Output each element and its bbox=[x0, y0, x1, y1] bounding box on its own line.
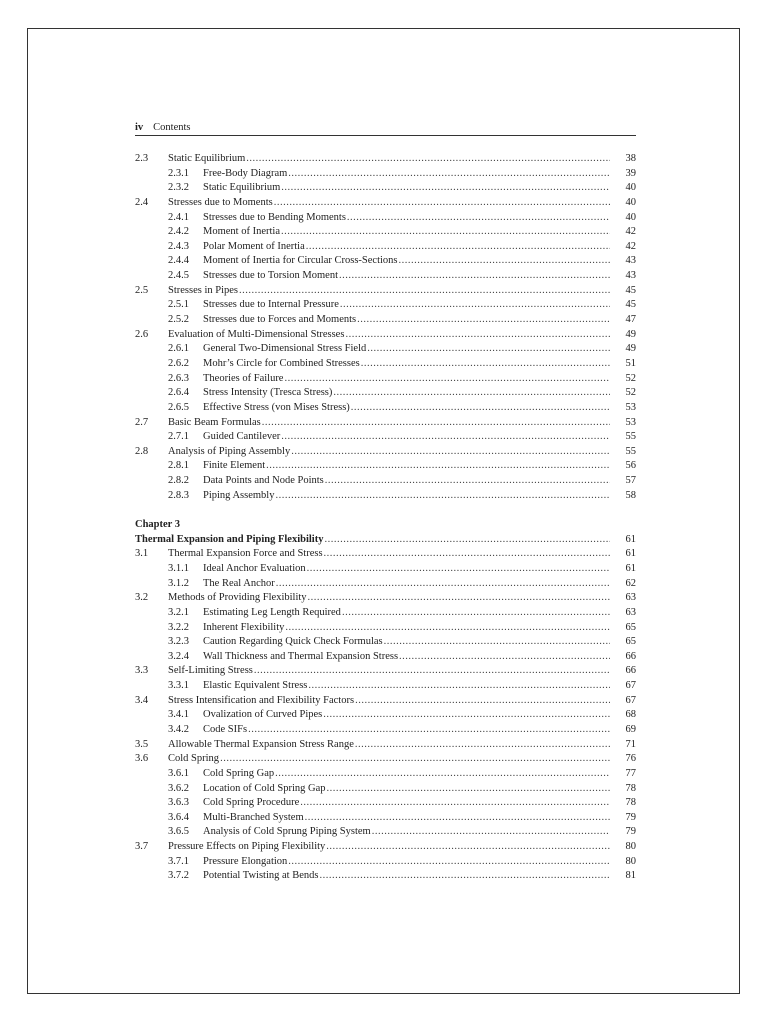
leader-dots bbox=[347, 211, 610, 226]
toc-entry-page: 61 bbox=[625, 533, 636, 545]
chapter-label: Chapter 3 bbox=[135, 519, 181, 531]
spacer bbox=[135, 503, 636, 518]
toc-subsection-entry[interactable] bbox=[135, 767, 636, 782]
toc-entry-title: Analysis of Cold Sprung Piping System bbox=[203, 826, 371, 838]
toc-subsection-entry[interactable] bbox=[135, 211, 636, 226]
leader-dots bbox=[262, 416, 610, 431]
leader-dots bbox=[276, 577, 610, 592]
leader-dots bbox=[323, 708, 610, 723]
toc-entry-number: 3.6.3 bbox=[168, 797, 189, 809]
leader-dots bbox=[291, 445, 610, 460]
toc-subsection-entry[interactable] bbox=[135, 782, 636, 797]
leader-dots bbox=[254, 664, 610, 679]
toc-section-entry[interactable] bbox=[135, 738, 636, 753]
toc-entry-page: 51 bbox=[625, 357, 636, 369]
toc-entry-title: Elastic Equivalent Stress bbox=[203, 680, 308, 692]
toc-entry-number: 2.6.4 bbox=[168, 387, 189, 399]
leader-dots bbox=[305, 811, 610, 826]
toc-entry-number: 3.1 bbox=[135, 548, 149, 560]
leader-dots bbox=[281, 430, 610, 445]
toc-entry-number: 3.6.2 bbox=[168, 782, 189, 794]
toc-entry-number: 3.7 bbox=[135, 841, 149, 853]
leader-dots bbox=[308, 591, 610, 606]
toc-entry-page: 45 bbox=[625, 284, 636, 296]
toc-entry-title: Piping Assembly bbox=[203, 489, 275, 501]
toc-section-chapter2 bbox=[135, 152, 636, 503]
toc-entry-page: 45 bbox=[625, 299, 636, 311]
toc-entry-number: 3.5 bbox=[135, 738, 149, 750]
toc-section-entry[interactable] bbox=[135, 664, 636, 679]
page-number: iv bbox=[135, 122, 144, 133]
toc-entry-number: 3.4.2 bbox=[168, 723, 189, 735]
toc-entry-title: Ideal Anchor Evaluation bbox=[203, 562, 306, 574]
toc-entry-number: 3.6 bbox=[135, 753, 149, 765]
toc-entry-title: Thermal Expansion Force and Stress bbox=[168, 548, 323, 560]
toc-subsection-entry[interactable] bbox=[135, 474, 636, 489]
toc-entry-title: Effective Stress (von Mises Stress) bbox=[203, 401, 350, 413]
toc-entry-page: 49 bbox=[625, 328, 636, 340]
toc-entry-page: 53 bbox=[625, 416, 636, 428]
leader-dots bbox=[308, 679, 610, 694]
leader-dots bbox=[367, 342, 610, 357]
toc-entry-title: Location of Cold Spring Gap bbox=[203, 782, 326, 794]
toc-entry-page: 42 bbox=[625, 226, 636, 238]
toc-entry-number: 3.2.1 bbox=[168, 606, 189, 618]
toc-entry-number: 2.4.2 bbox=[168, 226, 189, 238]
toc-entry-number: 3.6.4 bbox=[168, 811, 189, 823]
toc-entry-page: 43 bbox=[625, 255, 636, 267]
toc-section-entry[interactable] bbox=[135, 840, 636, 855]
running-title: Contents bbox=[153, 122, 191, 133]
toc-entry-title: Cold Spring Procedure bbox=[203, 797, 300, 809]
toc-entry-title: Guided Cantilever bbox=[203, 431, 281, 443]
toc-entry-number: 2.5.2 bbox=[168, 314, 189, 326]
toc-entry-title: Mohr’s Circle for Combined Stresses bbox=[203, 357, 360, 369]
toc-entry-title: Thermal Expansion and Piping Flexibility bbox=[135, 533, 324, 545]
leader-dots bbox=[355, 738, 610, 753]
toc-entry-title: The Real Anchor bbox=[203, 577, 275, 589]
toc-entry-number: 3.7.1 bbox=[168, 855, 189, 867]
toc-entry-page: 58 bbox=[625, 489, 636, 501]
toc-entry-page: 65 bbox=[625, 636, 636, 648]
toc-entry-number: 3.2.4 bbox=[168, 650, 189, 662]
leader-dots bbox=[220, 752, 610, 767]
toc-subsection-entry[interactable] bbox=[135, 167, 636, 182]
toc-entry-page: 57 bbox=[625, 475, 636, 487]
toc-entry-number: 2.4.4 bbox=[168, 255, 189, 267]
toc-entry-title: Polar Moment of Inertia bbox=[203, 240, 305, 252]
toc-entry-number: 2.3.1 bbox=[168, 167, 189, 179]
toc-subsection-entry[interactable] bbox=[135, 342, 636, 357]
toc-entry-page: 76 bbox=[625, 753, 636, 765]
toc-entry-number: 3.6.5 bbox=[168, 826, 189, 838]
toc-entry-title: Potential Twisting at Bends bbox=[203, 870, 319, 882]
toc-entry-number: 3.7.2 bbox=[168, 870, 189, 882]
toc-entry-page: 80 bbox=[625, 855, 636, 867]
toc-subsection-entry[interactable] bbox=[135, 269, 636, 284]
running-header bbox=[135, 121, 636, 136]
toc-entry-page: 53 bbox=[625, 401, 636, 413]
toc-entry-page: 52 bbox=[625, 387, 636, 399]
toc-entry-page: 55 bbox=[625, 431, 636, 443]
toc-subsection-entry[interactable] bbox=[135, 621, 636, 636]
toc-chapter-entry[interactable] bbox=[135, 533, 636, 548]
toc-subsection-entry[interactable] bbox=[135, 577, 636, 592]
toc-entry-number: 2.3 bbox=[135, 153, 149, 164]
leader-dots bbox=[325, 474, 610, 489]
toc-entry-page: 66 bbox=[625, 665, 636, 677]
leader-dots bbox=[324, 547, 610, 562]
toc-entry-number: 2.6.5 bbox=[168, 401, 189, 413]
toc-subsection-entry[interactable] bbox=[135, 855, 636, 870]
leader-dots bbox=[319, 869, 610, 884]
leader-dots bbox=[248, 723, 610, 738]
toc-entry-title: Stress Intensification and Flexibility Factors bbox=[168, 694, 355, 706]
toc-entry-number: 3.1.2 bbox=[168, 577, 189, 589]
toc-entry-page: 38 bbox=[625, 153, 636, 164]
toc-section-entry[interactable] bbox=[135, 152, 636, 167]
toc-entry-page: 47 bbox=[625, 314, 636, 326]
toc-entry-number: 2.7 bbox=[135, 416, 149, 428]
toc-subsection-entry[interactable] bbox=[135, 254, 636, 269]
leader-dots bbox=[372, 825, 610, 840]
toc-section-entry[interactable] bbox=[135, 196, 636, 211]
toc-entry-page: 79 bbox=[625, 826, 636, 838]
toc-entry-number: 3.2.3 bbox=[168, 636, 189, 648]
leader-dots bbox=[339, 269, 610, 284]
toc-entry-number: 3.1.1 bbox=[168, 562, 189, 574]
toc-entry-page: 63 bbox=[625, 592, 636, 604]
table-of-contents bbox=[135, 152, 636, 884]
leader-dots bbox=[274, 196, 610, 211]
toc-entry-page: 68 bbox=[625, 709, 636, 721]
toc-subsection-entry[interactable] bbox=[135, 313, 636, 328]
toc-section-chapter3 bbox=[135, 547, 636, 884]
toc-entry-number: 3.2.2 bbox=[168, 621, 189, 633]
toc-section-entry[interactable] bbox=[135, 416, 636, 431]
toc-entry-page: 56 bbox=[625, 460, 636, 472]
toc-entry-title: Stresses due to Internal Pressure bbox=[203, 299, 339, 311]
toc-subsection-entry[interactable] bbox=[135, 811, 636, 826]
toc-subsection-entry[interactable] bbox=[135, 489, 636, 504]
leader-dots bbox=[326, 840, 610, 855]
toc-entry-page: 61 bbox=[625, 548, 636, 560]
toc-section-entry[interactable] bbox=[135, 328, 636, 343]
toc-entry-title: Estimating Leg Length Required bbox=[203, 606, 341, 618]
toc-entry-number: 2.6.1 bbox=[168, 343, 189, 355]
toc-entry-title: Stresses due to Bending Moments bbox=[203, 211, 346, 223]
toc-entry-page: 67 bbox=[625, 680, 636, 692]
toc-entry-number: 2.4.3 bbox=[168, 240, 189, 252]
leader-dots bbox=[246, 152, 610, 167]
toc-entry-title: Stresses due to Forces and Moments bbox=[203, 314, 357, 326]
toc-subsection-entry[interactable] bbox=[135, 708, 636, 723]
toc-entry-number: 3.4.1 bbox=[168, 709, 189, 721]
toc-entry-number: 2.8.3 bbox=[168, 489, 189, 501]
toc-entry-number: 3.4 bbox=[135, 694, 149, 706]
leader-dots bbox=[357, 313, 610, 328]
leader-dots bbox=[281, 225, 610, 240]
toc-entry-page: 61 bbox=[625, 562, 636, 574]
leader-dots bbox=[361, 357, 610, 372]
toc-section-entry[interactable] bbox=[135, 591, 636, 606]
toc-entry-title: Stresses due to Moments bbox=[168, 196, 273, 208]
toc-subsection-entry[interactable] bbox=[135, 679, 636, 694]
toc-subsection-entry[interactable] bbox=[135, 562, 636, 577]
toc-entry-page: 81 bbox=[625, 870, 636, 882]
toc-subsection-entry[interactable] bbox=[135, 869, 636, 884]
toc-entry-title: Finite Element bbox=[203, 460, 266, 472]
toc-entry-title: Ovalization of Curved Pipes bbox=[203, 709, 323, 721]
toc-entry-title: Basic Beam Formulas bbox=[168, 416, 261, 428]
toc-entry-page: 49 bbox=[625, 343, 636, 355]
toc-entry-number: 3.3.1 bbox=[168, 680, 189, 692]
leader-dots bbox=[288, 855, 610, 870]
toc-entry-page: 71 bbox=[625, 738, 636, 750]
leader-dots bbox=[306, 240, 610, 255]
leader-dots bbox=[342, 606, 610, 621]
toc-subsection-entry[interactable] bbox=[135, 650, 636, 665]
leader-dots bbox=[324, 533, 610, 548]
leader-dots bbox=[285, 621, 610, 636]
toc-entry-page: 63 bbox=[625, 606, 636, 618]
toc-entry-page: 40 bbox=[625, 196, 636, 208]
toc-section-entry[interactable] bbox=[135, 694, 636, 709]
toc-entry-page: 77 bbox=[625, 767, 636, 779]
toc-entry-number: 3.2 bbox=[135, 592, 149, 604]
toc-entry-number: 2.8 bbox=[135, 445, 149, 457]
toc-section-entry[interactable] bbox=[135, 445, 636, 460]
toc-entry-title: Cold Spring Gap bbox=[203, 767, 275, 779]
toc-entry-page: 67 bbox=[625, 694, 636, 706]
leader-dots bbox=[399, 650, 610, 665]
toc-entry-title: Stresses in Pipes bbox=[168, 284, 239, 296]
toc-entry-title: Static Equilibrium bbox=[203, 182, 281, 194]
leader-dots bbox=[275, 489, 610, 504]
toc-entry-title: Analysis of Piping Assembly bbox=[168, 445, 291, 457]
leader-dots bbox=[326, 782, 610, 797]
toc-entry-page: 78 bbox=[625, 797, 636, 809]
toc-entry-title: Cold Spring bbox=[168, 753, 220, 765]
toc-entry-page: 43 bbox=[625, 270, 636, 282]
toc-subsection-entry[interactable] bbox=[135, 386, 636, 401]
toc-entry-title: Multi-Branched System bbox=[203, 811, 304, 823]
leader-dots bbox=[399, 254, 611, 269]
toc-entry-title: Inherent Flexibility bbox=[203, 621, 285, 633]
toc-subsection-entry[interactable] bbox=[135, 796, 636, 811]
toc-entry-number: 2.6.2 bbox=[168, 357, 189, 369]
toc-entry-page: 62 bbox=[625, 577, 636, 589]
toc-entry-number: 2.6 bbox=[135, 328, 149, 340]
toc-entry-title: Stress Intensity (Tresca Stress) bbox=[203, 387, 333, 399]
toc-entry-number: 2.8.2 bbox=[168, 475, 189, 487]
toc-entry-number: 2.4.1 bbox=[168, 211, 189, 223]
toc-subsection-entry[interactable] bbox=[135, 357, 636, 372]
leader-dots bbox=[300, 796, 610, 811]
toc-entry-page: 65 bbox=[625, 621, 636, 633]
toc-entry-number: 2.3.2 bbox=[168, 182, 189, 194]
toc-entry-number: 2.5 bbox=[135, 284, 149, 296]
toc-entry-number: 2.6.3 bbox=[168, 372, 189, 384]
toc-subsection-entry[interactable] bbox=[135, 430, 636, 445]
toc-entry-page: 52 bbox=[625, 372, 636, 384]
leader-dots bbox=[275, 767, 610, 782]
toc-entry-title: Stresses due to Torsion Moment bbox=[203, 270, 338, 282]
toc-subsection-entry[interactable] bbox=[135, 298, 636, 313]
toc-entry-page: 69 bbox=[625, 723, 636, 735]
toc-section-entry[interactable] bbox=[135, 284, 636, 299]
toc-subsection-entry[interactable] bbox=[135, 240, 636, 255]
toc-subsection-entry[interactable] bbox=[135, 225, 636, 240]
toc-subsection-entry[interactable] bbox=[135, 606, 636, 621]
toc-entry-number: 2.8.1 bbox=[168, 460, 189, 472]
toc-entry-title: Moment of Inertia for Circular Cross-Sections bbox=[203, 255, 398, 267]
toc-entry-title: Pressure Elongation bbox=[203, 855, 288, 867]
leader-dots bbox=[266, 459, 610, 474]
toc-entry-title: Data Points and Node Points bbox=[203, 475, 324, 487]
toc-entry-page: 55 bbox=[625, 445, 636, 457]
toc-subsection-entry[interactable] bbox=[135, 401, 636, 416]
toc-entry-title: Caution Regarding Quick Check Formulas bbox=[203, 636, 383, 648]
toc-entry-number: 3.3 bbox=[135, 665, 149, 677]
toc-entry-title: Wall Thickness and Thermal Expansion Stress bbox=[203, 650, 399, 662]
toc-section-entry[interactable] bbox=[135, 752, 636, 767]
toc-entry-page: 66 bbox=[625, 650, 636, 662]
toc-entry-page: 40 bbox=[625, 182, 636, 194]
toc-entry-title: Theories of Failure bbox=[203, 372, 284, 384]
toc-entry-title: Static Equilibrium bbox=[168, 153, 246, 164]
toc-entry-title: Methods of Providing Flexibility bbox=[168, 592, 307, 604]
toc-entry-page: 79 bbox=[625, 811, 636, 823]
toc-subsection-entry[interactable] bbox=[135, 723, 636, 738]
toc-entry-title: Pressure Effects on Piping Flexibility bbox=[168, 841, 326, 853]
toc-subsection-entry[interactable] bbox=[135, 825, 636, 840]
leader-dots bbox=[284, 372, 610, 387]
toc-subsection-entry[interactable] bbox=[135, 372, 636, 387]
toc-subsection-entry[interactable] bbox=[135, 181, 636, 196]
toc-entry-title: General Two-Dimensional Stress Field bbox=[203, 343, 367, 355]
leader-dots bbox=[288, 167, 610, 182]
leader-dots bbox=[239, 284, 610, 299]
toc-entry-number: 2.4 bbox=[135, 196, 149, 208]
toc-entry-number: 2.5.1 bbox=[168, 299, 189, 311]
toc-entry-title: Self-Limiting Stress bbox=[168, 665, 253, 677]
leader-dots bbox=[345, 328, 610, 343]
toc-entry-title: Moment of Inertia bbox=[203, 226, 280, 238]
toc-entry-number: 2.4.5 bbox=[168, 270, 189, 282]
toc-section-entry[interactable] bbox=[135, 547, 636, 562]
toc-entry-number: 2.7.1 bbox=[168, 431, 189, 443]
leader-dots bbox=[355, 694, 610, 709]
toc-entry-page: 39 bbox=[625, 167, 636, 179]
toc-entry-title: Allowable Thermal Expansion Stress Range bbox=[168, 738, 354, 750]
leader-dots bbox=[307, 562, 610, 577]
toc-entry-title: Code SIFs bbox=[203, 723, 248, 735]
leader-dots bbox=[340, 298, 610, 313]
toc-entry-page: 80 bbox=[625, 841, 636, 853]
toc-entry-page: 42 bbox=[625, 240, 636, 252]
leader-dots bbox=[333, 386, 610, 401]
toc-entry-number: 3.6.1 bbox=[168, 767, 189, 779]
toc-entry-title: Free-Body Diagram bbox=[203, 167, 288, 179]
leader-dots bbox=[351, 401, 610, 416]
leader-dots bbox=[384, 635, 610, 650]
toc-entry-page: 78 bbox=[625, 782, 636, 794]
toc-subsection-entry[interactable] bbox=[135, 635, 636, 650]
toc-subsection-entry[interactable] bbox=[135, 459, 636, 474]
toc-entry-page: 40 bbox=[625, 211, 636, 223]
leader-dots bbox=[281, 181, 610, 196]
toc-entry-title: Evaluation of Multi-Dimensional Stresses bbox=[168, 328, 345, 340]
